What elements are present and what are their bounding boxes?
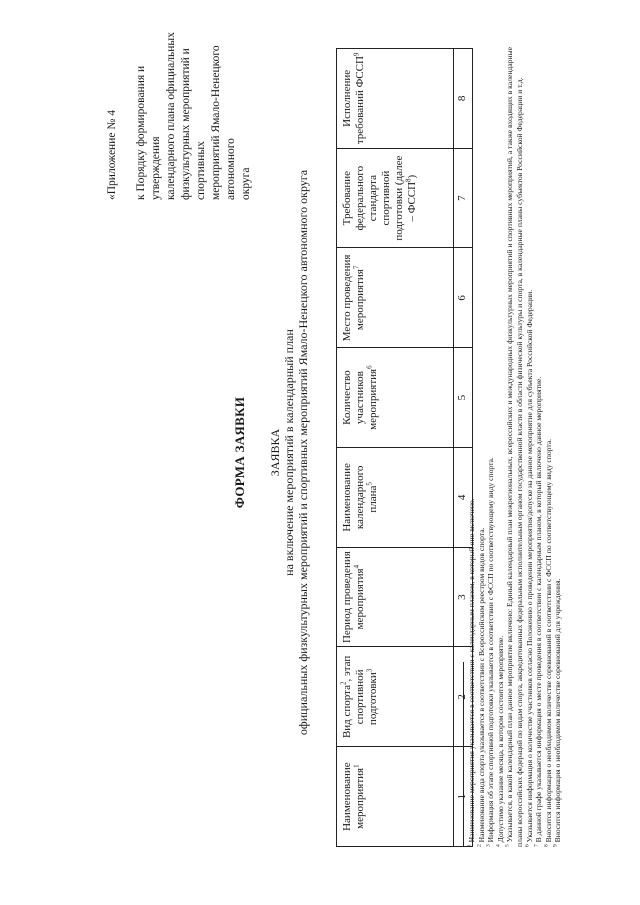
header-fssp-requirement: Требование федерального стандарта спортивной подготовки (далее – ФССП$^8$) xyxy=(337,148,454,248)
column-number: 2 xyxy=(454,647,473,747)
header-event-name: Наименование мероприятия$^1$ xyxy=(337,747,454,847)
column-number: 6 xyxy=(454,248,473,348)
footnote: $^1$ Наименование мероприятия указывается в соответствии с календарным планом, в который оно включено. xyxy=(466,498,476,847)
table-header-row xyxy=(337,49,454,847)
footnote: $^2$ Наименование вида спорта указывается в соответствии с Всероссийским реестром видов спорта. xyxy=(476,527,486,847)
column-number: 3 xyxy=(454,547,473,647)
footnote: $^8$ Вносится информация о необходимом количестве соревнований в соответствии с ФССП по соответствующему виду спорта. xyxy=(543,438,553,847)
appendix-line: физкультурных мероприятий и спортивных xyxy=(180,48,207,200)
appendix-line: к Порядку формирования и утверждения xyxy=(135,65,162,200)
footnote: $^3$ Информация об этапе спортивной подготовки указывается в соответствии с ФССП по соответствующему виду спорта. xyxy=(485,457,496,847)
footnote: $^6$ Указывается информация о количестве участников согласно Положению о проведении мероприятия/допуске на данное мероприятие для субъекта Российской Федерации. xyxy=(524,289,534,847)
appendix-line: округа xyxy=(240,167,252,200)
column-number: 4 xyxy=(454,448,473,548)
header-period: Период проведения мероприятия$^4$ xyxy=(337,547,454,647)
header-participants: Количество участников мероприятия$^6$ xyxy=(337,348,454,448)
footnotes xyxy=(467,47,563,847)
header-calendar-plan: Наименование календарного плана$^5$ xyxy=(337,448,454,548)
appendix-title: «Приложение № 4 xyxy=(106,110,118,200)
request-heading xyxy=(268,0,310,905)
application-form-table xyxy=(336,48,473,847)
column-number: 7 xyxy=(454,148,473,248)
column-number: 5 xyxy=(454,348,473,448)
footnote-separator xyxy=(463,662,464,847)
form-title: ФОРМА ЗАЯВКИ xyxy=(232,396,247,509)
request-title: ЗАЯВКА xyxy=(268,428,282,477)
column-number: 8 xyxy=(454,49,473,149)
request-subtitle-line-1: на включение мероприятий в календарный план xyxy=(282,329,296,576)
footnote: $^9$ Вносится информация о необходимом количестве соревнований для учреждения. xyxy=(552,578,563,847)
header-sport: Вид спорта$^2$, этап спортивной подготовки$^3$ xyxy=(337,647,454,747)
header-venue: Место проведения мероприятия$^7$ xyxy=(337,248,454,348)
footnote: $^5$ Указывается, в какой календарный план данное мероприятие включено: Единый календарный план межрегиональных, всероссийских и международных физкультурных мероприятий и спортивных мероприятий, а также входящих в календарные планы всероссийских федераций по видам спорта, аккредитованных федеральным исполнительным органом государственной власти в области физической культуры и спорта, в календарные планы субъектов Российской Федерации и т.д. xyxy=(504,47,524,847)
appendix-line: мероприятий Ямало-Ненецкого автономного xyxy=(210,45,237,200)
appendix-line: календарного плана официальных xyxy=(165,32,177,200)
header-fssp-fulfillment: Исполнение требований ФССП$^9$ xyxy=(337,49,454,149)
column-number: 1 xyxy=(454,747,473,847)
footnote: $^7$ В данной графе указывается информация о месте проведения в соответствии с календарным планом, в который включено данное мероприятие. xyxy=(533,376,544,847)
request-subtitle-line-2: официальных физкультурных мероприятий и спортивных мероприятий Ямало-Ненецкого автономного округа xyxy=(296,169,310,736)
footnote: $^4$ Допустимо указание месяца, в котором состоится мероприятие. xyxy=(495,635,505,847)
